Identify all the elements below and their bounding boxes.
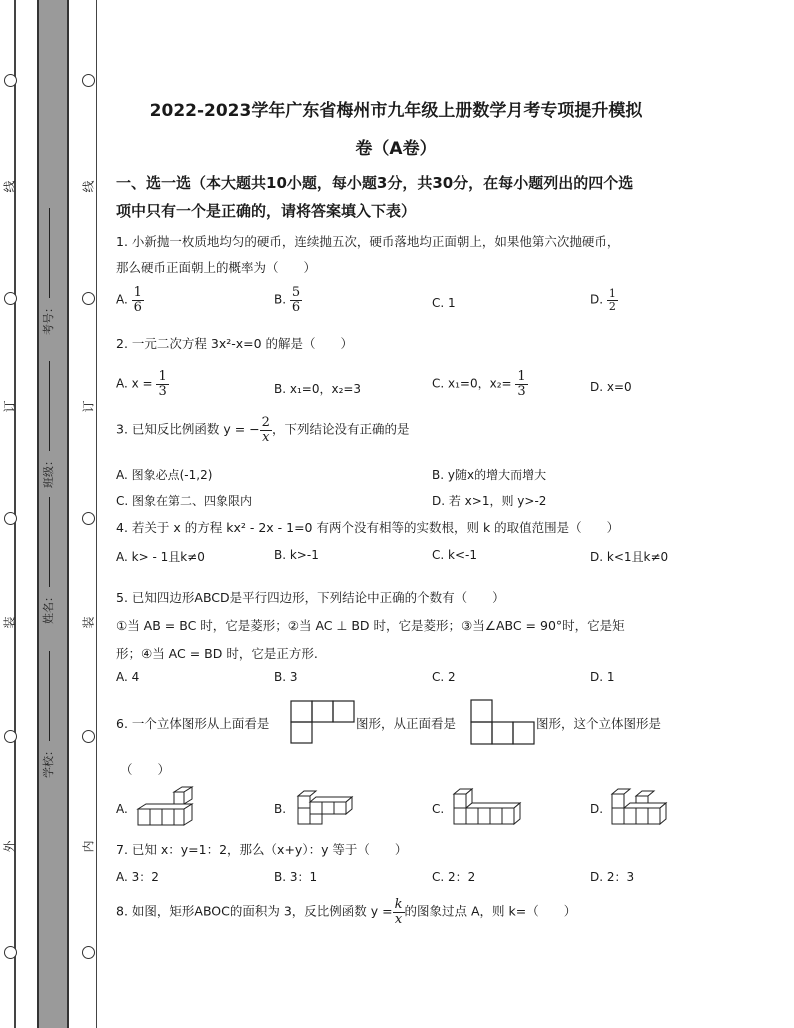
question-6-option-a: A.	[116, 802, 128, 816]
class-field: 班级：	[40, 361, 56, 488]
question-1-option-c: C. 1	[432, 296, 456, 310]
question-3-stem: 3. 已知反比例函数 y = − $\frac{2}{x}$ ，下列结论没有正确的是	[116, 415, 410, 445]
question-4-option-d: D. k<1且k≠0	[590, 550, 669, 564]
section-heading-line2: 项中只有一个是正确的，请将答案填入下表）	[116, 202, 417, 220]
question-4-option-c: C. k<-1	[432, 548, 477, 562]
option-b-solid-figure	[294, 788, 356, 830]
binding-hole-icon	[82, 730, 95, 743]
question-7-stem: 7. 已知 x：y=1：2，那么（x+y）：y 等于（ ）	[116, 842, 408, 857]
option-d-solid-figure	[608, 786, 668, 830]
binding-hole-icon	[4, 74, 17, 87]
outer-seal-char: 装	[2, 616, 17, 629]
question-6-option-b: B.	[274, 802, 287, 816]
question-1-stem-line2: 那么硬币正面朝上的概率为（ ）	[116, 260, 317, 275]
outer-seal-char: 线	[2, 180, 17, 193]
question-4-option-a: A. k> - 1且k≠0	[116, 550, 205, 564]
question-1-option-a: A. $\frac{1}{6}$	[116, 285, 142, 315]
question-2-option-b: B. x₁=0，x₂=3	[274, 382, 362, 396]
question-5-option-d: D. 1	[590, 670, 615, 684]
question-3-option-a: A. 图象必点(-1,2)	[116, 468, 213, 482]
question-2-option-c: C. x₁=0，x₂= $\frac{1}{3}$	[432, 369, 526, 399]
binding-hole-icon	[82, 292, 95, 305]
exam-number-field: 考号：	[40, 208, 56, 335]
inner-seal-char: 内	[81, 840, 96, 853]
option-c-solid-figure	[450, 786, 522, 830]
question-7-option-d: D. 2：3	[590, 870, 635, 884]
name-field: 姓名：	[40, 497, 56, 624]
question-7-option-c: C. 2：2	[432, 870, 476, 884]
question-4-stem: 4. 若关于 x 的方程 kx² - 2x - 1=0 有两个没有相等的实数根，则 k 的取值范围是（ ）	[116, 520, 620, 535]
binding-hole-icon	[82, 946, 95, 959]
binding-hole-icon	[82, 74, 95, 87]
question-4-option-b: B. k>-1	[274, 548, 319, 562]
question-8-stem: 8. 如图，矩形ABOC的面积为 3，反比例函数 y = $\frac{k}{x}$ 的图象过点 A，则 k=（ ）	[116, 897, 577, 927]
question-6-stem-b: 图形，从正面看是	[356, 716, 457, 731]
question-5-stem-line3: 形；④当 AC = BD 时，它是正方形.	[116, 646, 318, 661]
question-6-stem-a: 6. 一个立体图形从上面看是	[116, 716, 270, 731]
question-5-option-a: A. 4	[116, 670, 140, 684]
question-2-option-a: A. x = $\frac{1}{3}$	[116, 369, 167, 399]
binding-hole-icon	[4, 946, 17, 959]
option-a-solid-figure	[134, 786, 196, 830]
page-title-line2: 卷（A卷）	[355, 139, 437, 159]
page-title: 2022-2023学年广东省梅州市九年级上册数学月考专项提升模拟	[149, 101, 643, 121]
inner-seal-char: 装	[81, 616, 96, 629]
question-6-blank: （ ）	[120, 762, 171, 777]
binding-hole-icon	[4, 292, 17, 305]
outer-seal-char: 订	[2, 400, 17, 413]
question-5-option-b: B. 3	[274, 670, 298, 684]
question-5-option-c: C. 2	[432, 670, 456, 684]
inner-seal-char: 线	[81, 180, 96, 193]
question-6-option-d: D.	[590, 802, 604, 816]
binding-hole-icon	[82, 512, 95, 525]
question-2-stem: 2. 一元二次方程 3x²-x=0 的解是（ ）	[116, 336, 354, 351]
question-5-stem-line2: ①当 AB = BC 时，它是菱形；②当 AC ⊥ BD 时，它是菱形；③当∠ABC = 90°时，它是矩	[116, 618, 625, 633]
section-heading: 一、选一选（本大题共10小题，每小题3分，共30分，在每小题列出的四个选	[116, 174, 634, 192]
question-6-stem-c: 图形，这个立体图形是	[536, 716, 662, 731]
question-3-option-d: D. 若 x>1，则 y>-2	[432, 494, 547, 508]
question-7-option-a: A. 3：2	[116, 870, 159, 884]
outer-seal-char: 外	[2, 840, 17, 853]
top-view-figure	[290, 700, 356, 746]
question-3-option-c: C. 图象在第二、四象限内	[116, 494, 253, 508]
question-7-option-b: B. 3：1	[274, 870, 318, 884]
question-1-stem: 1. 小新抛一枚质地均匀的硬币，连续抛五次，硬币落地均正面朝上，如果他第六次抛硬币，	[116, 234, 620, 249]
binding-hole-icon	[4, 730, 17, 743]
inner-seal-char: 订	[81, 400, 96, 413]
question-1-option-d: D. $\frac{1}{2}$	[590, 287, 616, 313]
question-5-stem: 5. 已知四边形ABCD是平行四边形，下列结论中正确的个数有（ ）	[116, 590, 505, 605]
question-2-option-d: D. x=0	[590, 380, 632, 394]
question-1-option-b: B. $\frac{5}{6}$	[274, 285, 301, 315]
front-view-figure	[470, 698, 536, 746]
binding-margin	[0, 0, 108, 1028]
binding-hole-icon	[4, 512, 17, 525]
question-3-option-b: B. y随x的增大而增大	[432, 468, 547, 482]
question-6-option-c: C.	[432, 802, 445, 816]
school-field: 学校：	[40, 651, 56, 778]
inner-rule	[96, 0, 97, 1028]
